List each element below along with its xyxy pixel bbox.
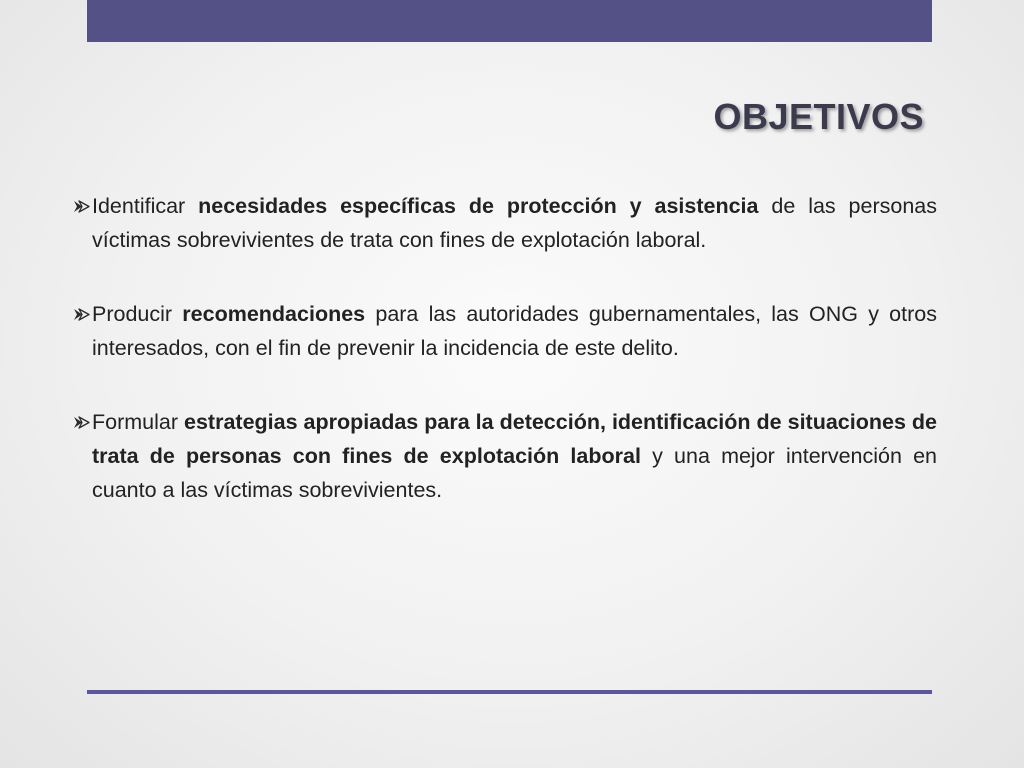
bullet-text-bold: recomendaciones bbox=[182, 302, 366, 326]
bullet-list bbox=[73, 189, 937, 507]
bullet-item bbox=[73, 405, 937, 507]
slide-title: OBJETIVOS bbox=[713, 96, 924, 137]
bullet-item bbox=[73, 189, 937, 257]
bottom-divider-line bbox=[87, 690, 932, 694]
arrow-bullet-icon bbox=[73, 199, 90, 214]
bullet-text-regular: y una mejor intervención en cuanto a las víctimas sobrevivientes. bbox=[92, 444, 938, 502]
bullet-text-regular: Producir bbox=[92, 302, 183, 326]
bullet-text-regular: Formular bbox=[92, 410, 185, 434]
bullet-text-bold: estrategias apropiadas para la detección, identificación de situaciones de trata de personas con fines de explotación laboral bbox=[92, 410, 937, 468]
arrow-bullet-icon bbox=[73, 415, 90, 430]
bullet-item bbox=[73, 297, 937, 365]
top-accent-bar bbox=[87, 0, 932, 42]
bullet-text-regular: Identificar bbox=[92, 194, 199, 218]
bullet-text-regular: para las autoridades gubernamentales, las ONG y otros interesados, con el fin de prevenir la incidencia de este delito. bbox=[92, 302, 937, 360]
arrow-bullet-icon bbox=[73, 307, 90, 322]
bullet-text-regular: de las personas víctimas sobrevivientes de trata con fines de explotación laboral. bbox=[92, 194, 938, 252]
bullet-text-bold: necesidades específicas de protección y asistencia bbox=[198, 194, 759, 218]
